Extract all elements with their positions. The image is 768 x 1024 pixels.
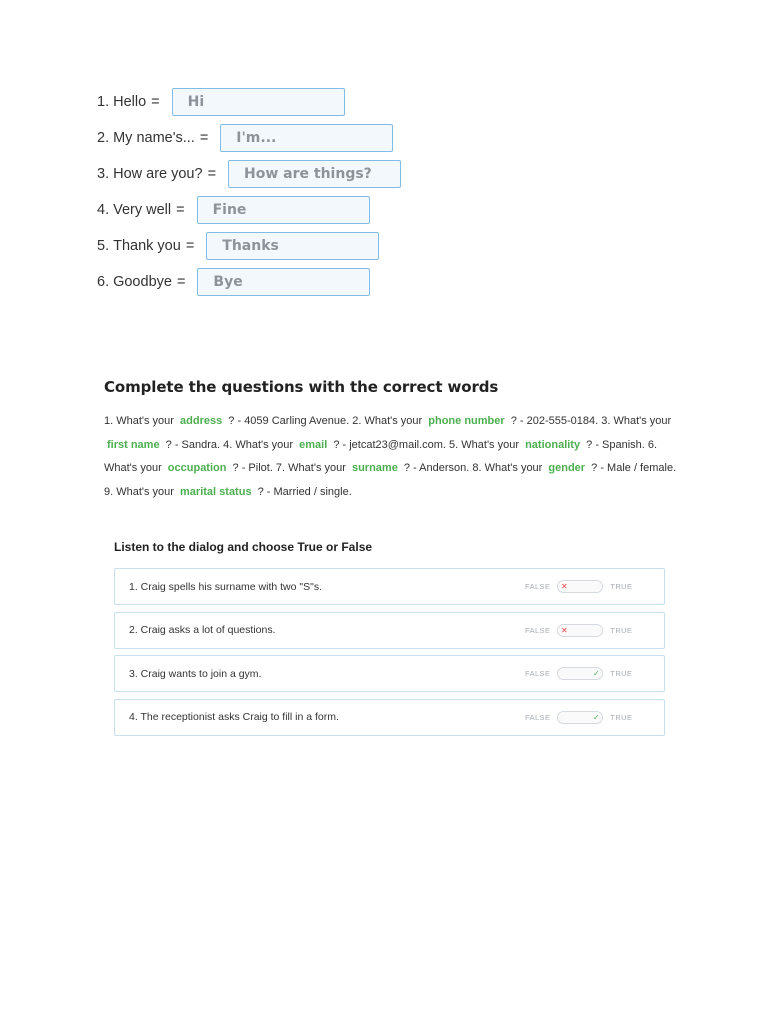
quiz-statement: 3. Craig wants to join a gym.	[129, 667, 262, 680]
fill-in-section	[104, 378, 679, 504]
passage-text: 1. What's your	[104, 415, 174, 427]
quiz-row	[114, 612, 665, 649]
equals-sign: =	[199, 130, 209, 146]
fill-in-title: Complete the questions with the correct words	[104, 378, 499, 396]
greeting-row	[97, 268, 437, 296]
passage-text: ? - Spanish. 6. What's your	[104, 438, 658, 474]
check-icon: ✓	[593, 712, 600, 722]
answer-word: first name	[107, 438, 160, 451]
passage-text: ? - Sandra. 4. What's your	[165, 438, 294, 451]
greeting-phrase: Very well	[113, 202, 172, 218]
quiz-statement: 1. Craig spells his surname with two "S"s.	[129, 580, 323, 593]
greeting-number: 3.	[97, 166, 110, 182]
greeting-number: 4.	[97, 202, 110, 218]
passage-text: ? - jetcat23@mail.com. 5. What's your	[333, 438, 520, 451]
check-icon: ✓	[593, 669, 600, 678]
quiz-title: Listen to the dialog and choose True or False	[114, 540, 373, 554]
true-false-toggle	[525, 569, 632, 604]
toggle-switch[interactable]	[557, 624, 603, 637]
greeting-answer-input[interactable]	[228, 160, 401, 188]
toggle-switch[interactable]	[557, 580, 603, 593]
toggle-switch[interactable]	[557, 711, 603, 724]
quiz-statement: 2. Craig asks a lot of questions.	[129, 624, 276, 636]
false-label: FALSE	[525, 669, 551, 678]
greeting-list	[97, 88, 437, 304]
quiz-statement: 4. The receptionist asks Craig to fill in a form.	[129, 711, 339, 723]
greeting-phrase: Goodbye	[113, 274, 172, 290]
greeting-answer-input[interactable]	[197, 196, 370, 224]
answer-word: phone number	[428, 415, 505, 427]
equals-sign: =	[176, 202, 185, 218]
greeting-row	[97, 88, 437, 116]
quiz-row	[114, 655, 665, 692]
answer-word: nationality	[525, 438, 581, 451]
false-label: FALSE	[525, 712, 551, 722]
false-label: FALSE	[525, 625, 551, 635]
greeting-phrase: Thank you	[113, 238, 181, 254]
passage-text: ? - Male / female. 9. What's your	[104, 462, 677, 498]
greeting-answer-input[interactable]	[220, 124, 393, 152]
toggle-switch[interactable]	[557, 667, 603, 680]
greeting-answer-input[interactable]	[206, 232, 379, 260]
greeting-number: 6.	[97, 274, 110, 290]
greeting-number: 2.	[97, 130, 110, 146]
passage-text: ? - 4059 Carling Avenue. 2. What's your	[228, 415, 423, 427]
greeting-phrase: My name's...	[113, 130, 195, 146]
equals-sign: =	[151, 94, 160, 110]
true-false-quiz	[114, 540, 665, 742]
equals-sign: =	[176, 274, 186, 290]
fill-in-passage	[104, 410, 679, 504]
answer-word: email	[299, 438, 328, 451]
x-icon: ✕	[561, 625, 568, 635]
answer-word: surname	[351, 462, 398, 474]
answer-word: gender	[548, 462, 586, 474]
passage-text: ? - 202-555-0184. 3. What's your	[510, 415, 672, 427]
greeting-number: 5.	[97, 238, 110, 254]
passage-text: ? - Married / single.	[257, 485, 352, 498]
equals-sign: =	[207, 166, 217, 182]
greeting-row	[97, 160, 437, 188]
true-false-toggle	[525, 613, 632, 648]
answer-word: occupation	[167, 462, 227, 474]
passage-text: ? - Pilot. 7. What's your	[232, 462, 346, 474]
answer-word: marital status	[180, 485, 252, 498]
passage-text: ? - Anderson. 8. What's your	[403, 462, 543, 474]
true-label: TRUE	[610, 669, 633, 678]
true-false-toggle	[525, 700, 632, 735]
greeting-row	[97, 232, 437, 260]
greeting-number: 1.	[97, 94, 110, 110]
greeting-answer-input[interactable]	[197, 268, 370, 296]
greeting-answer-input[interactable]	[172, 88, 345, 116]
x-icon: ✕	[561, 582, 568, 591]
false-label: FALSE	[525, 582, 551, 591]
greeting-row	[97, 196, 437, 224]
greeting-row	[97, 124, 437, 152]
greeting-phrase: How are you?	[113, 166, 203, 182]
true-label: TRUE	[610, 582, 633, 591]
true-label: TRUE	[610, 712, 633, 722]
true-false-toggle	[525, 656, 632, 691]
equals-sign: =	[185, 238, 195, 254]
greeting-phrase: Hello	[113, 94, 147, 110]
quiz-row	[114, 568, 665, 605]
answer-word: address	[180, 415, 223, 427]
quiz-row	[114, 699, 665, 736]
true-label: TRUE	[610, 625, 633, 635]
